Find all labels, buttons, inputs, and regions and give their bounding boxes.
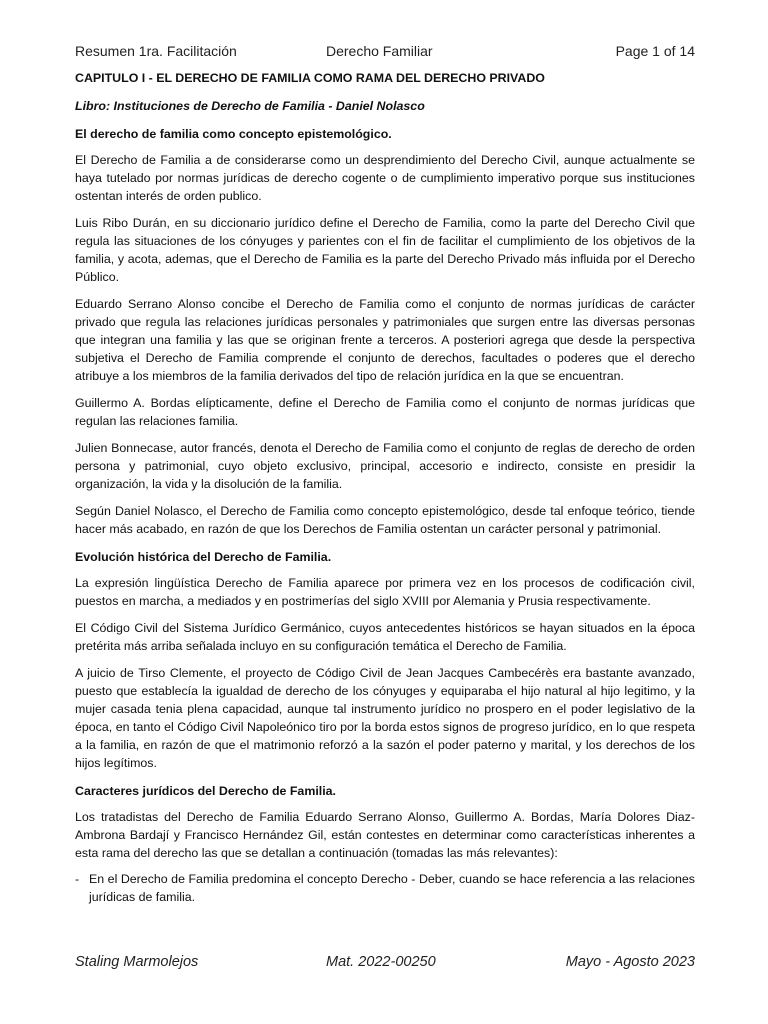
paragraph: Eduardo Serrano Alonso concibe el Derecho de Familia como el conjunto de normas jurídicas de carácter privado que regula las relaciones jurídicas personales y patrimoniales que surgen entre las diversas personas que integran una familia y las que se originan frente a terceros. A posteriori agrega que desde la perspectiva subjetiva el Derecho de Familia comprende el conjunto de derechos, facultades o poderes que el derecho atribuye a los miembros de la familia derivados del tipo de relación jurídica en la que se encuentran. [75, 297, 695, 383]
list-item-text: En el Derecho de Familia predomina el concepto Derecho - Deber, cuando se hace referencia a las relaciones jurídicas de familia. [89, 872, 695, 904]
document-body [75, 69, 695, 906]
paragraph: El Código Civil del Sistema Jurídico Germánico, cuyos antecedentes históricos se hayan situados en la época pretérita más arriba señalada incluyo en su configuración temática el Derecho de Familia. [75, 621, 695, 653]
paragraph: Los tratadistas del Derecho de Familia Eduardo Serrano Alonso, Guillermo A. Bordas, María Dolores Diaz-Ambrona Bardají y Francisco Hernández Gil, están contestes en determinar como características inherentes a esta rama del derecho las que se detallan a continuación (tomadas las más relevantes): [75, 810, 695, 860]
header-center-text: Derecho Familiar [326, 43, 433, 59]
footer-author: Staling Marmolejos [75, 954, 199, 970]
list-item [75, 870, 695, 906]
paragraph: La expresión lingüística Derecho de Familia aparece por primera vez en los procesos de codificación civil, puestos en marcha, a mediados y en postrimerías del siglo XVIII por Alemania y Prusia respectivamente. [75, 576, 695, 608]
footer-id: Mat. 2022-00250 [326, 954, 436, 970]
book-title: Libro: Instituciones de Derecho de Familia - Daniel Nolasco [75, 99, 425, 113]
chapter-title: CAPITULO I - EL DERECHO DE FAMILIA COMO RAMA DEL DERECHO PRIVADO [75, 71, 545, 85]
page-number: Page 1 of 14 [615, 43, 695, 59]
header-left-text: Resumen 1ra. Facilitación [75, 43, 237, 59]
paragraph: Guillermo A. Bordas elípticamente, define el Derecho de Familia como el conjunto de normas jurídicas que regulan las relaciones familia. [75, 396, 695, 428]
footer-period: Mayo - Agosto 2023 [565, 954, 695, 970]
section-heading: El derecho de familia como concepto epistemológico. [75, 127, 392, 141]
paragraph: Según Daniel Nolasco, el Derecho de Familia como concepto epistemológico, desde tal enfoque teórico, tiende hacer más acabado, en razón de que los Derechos de Familia ostentan un carácter personal y patrimonial. [75, 504, 695, 536]
page-header [75, 43, 695, 61]
paragraph: El Derecho de Familia a de considerarse como un desprendimiento del Derecho Civil, aunque actualmente se haya tutelado por normas jurídicas de derecho cogente o de cumplimiento imperativo porque sus instituciones ostentan interés de orden publico. [75, 153, 695, 203]
paragraph: A juicio de Tirso Clemente, el proyecto de Código Civil de Jean Jacques Cambecérès era bastante avanzado, puesto que establecía la igualdad de derecho de los cónyuges y equiparaba el hijo natural al hijo legitimo, y la mujer casada tenia plena capacidad, aunque tal instrumento jurídico no prospero en el poder legislativo de la época, en tanto el Código Civil Napoleónico tiro por la borda estos signos de progreso jurídico, en lo que respeta a la familia, en razón de que el matrimonio reforzó a la sazón el poder paterno y marital, y los derechos de los hijos legítimos. [75, 666, 695, 770]
paragraph: Julien Bonnecase, autor francés, denota el Derecho de Familia como el conjunto de reglas de derecho de orden persona y patrimonial, cuyo objeto exclusivo, principal, accesorio e indirecto, consiste en presidir la organización, la vida y la disolución de la familia. [75, 441, 695, 491]
section-heading: Caracteres jurídicos del Derecho de Familia. [75, 784, 336, 798]
paragraph: Luis Ribo Durán, en su diccionario jurídico define el Derecho de Familia, como la parte del Derecho Civil que regula las situaciones de los cónyuges y parientes con el fin de facilitar el cumplimiento de los objetivos de la familia, y acota, ademas, que el Derecho de Familia es la parte del Derecho Privado más influida por el Derecho Público. [75, 216, 695, 284]
bullet-mark: - [75, 872, 80, 886]
section-heading: Evolución histórica del Derecho de Familia. [75, 550, 332, 564]
page-footer [75, 954, 695, 974]
